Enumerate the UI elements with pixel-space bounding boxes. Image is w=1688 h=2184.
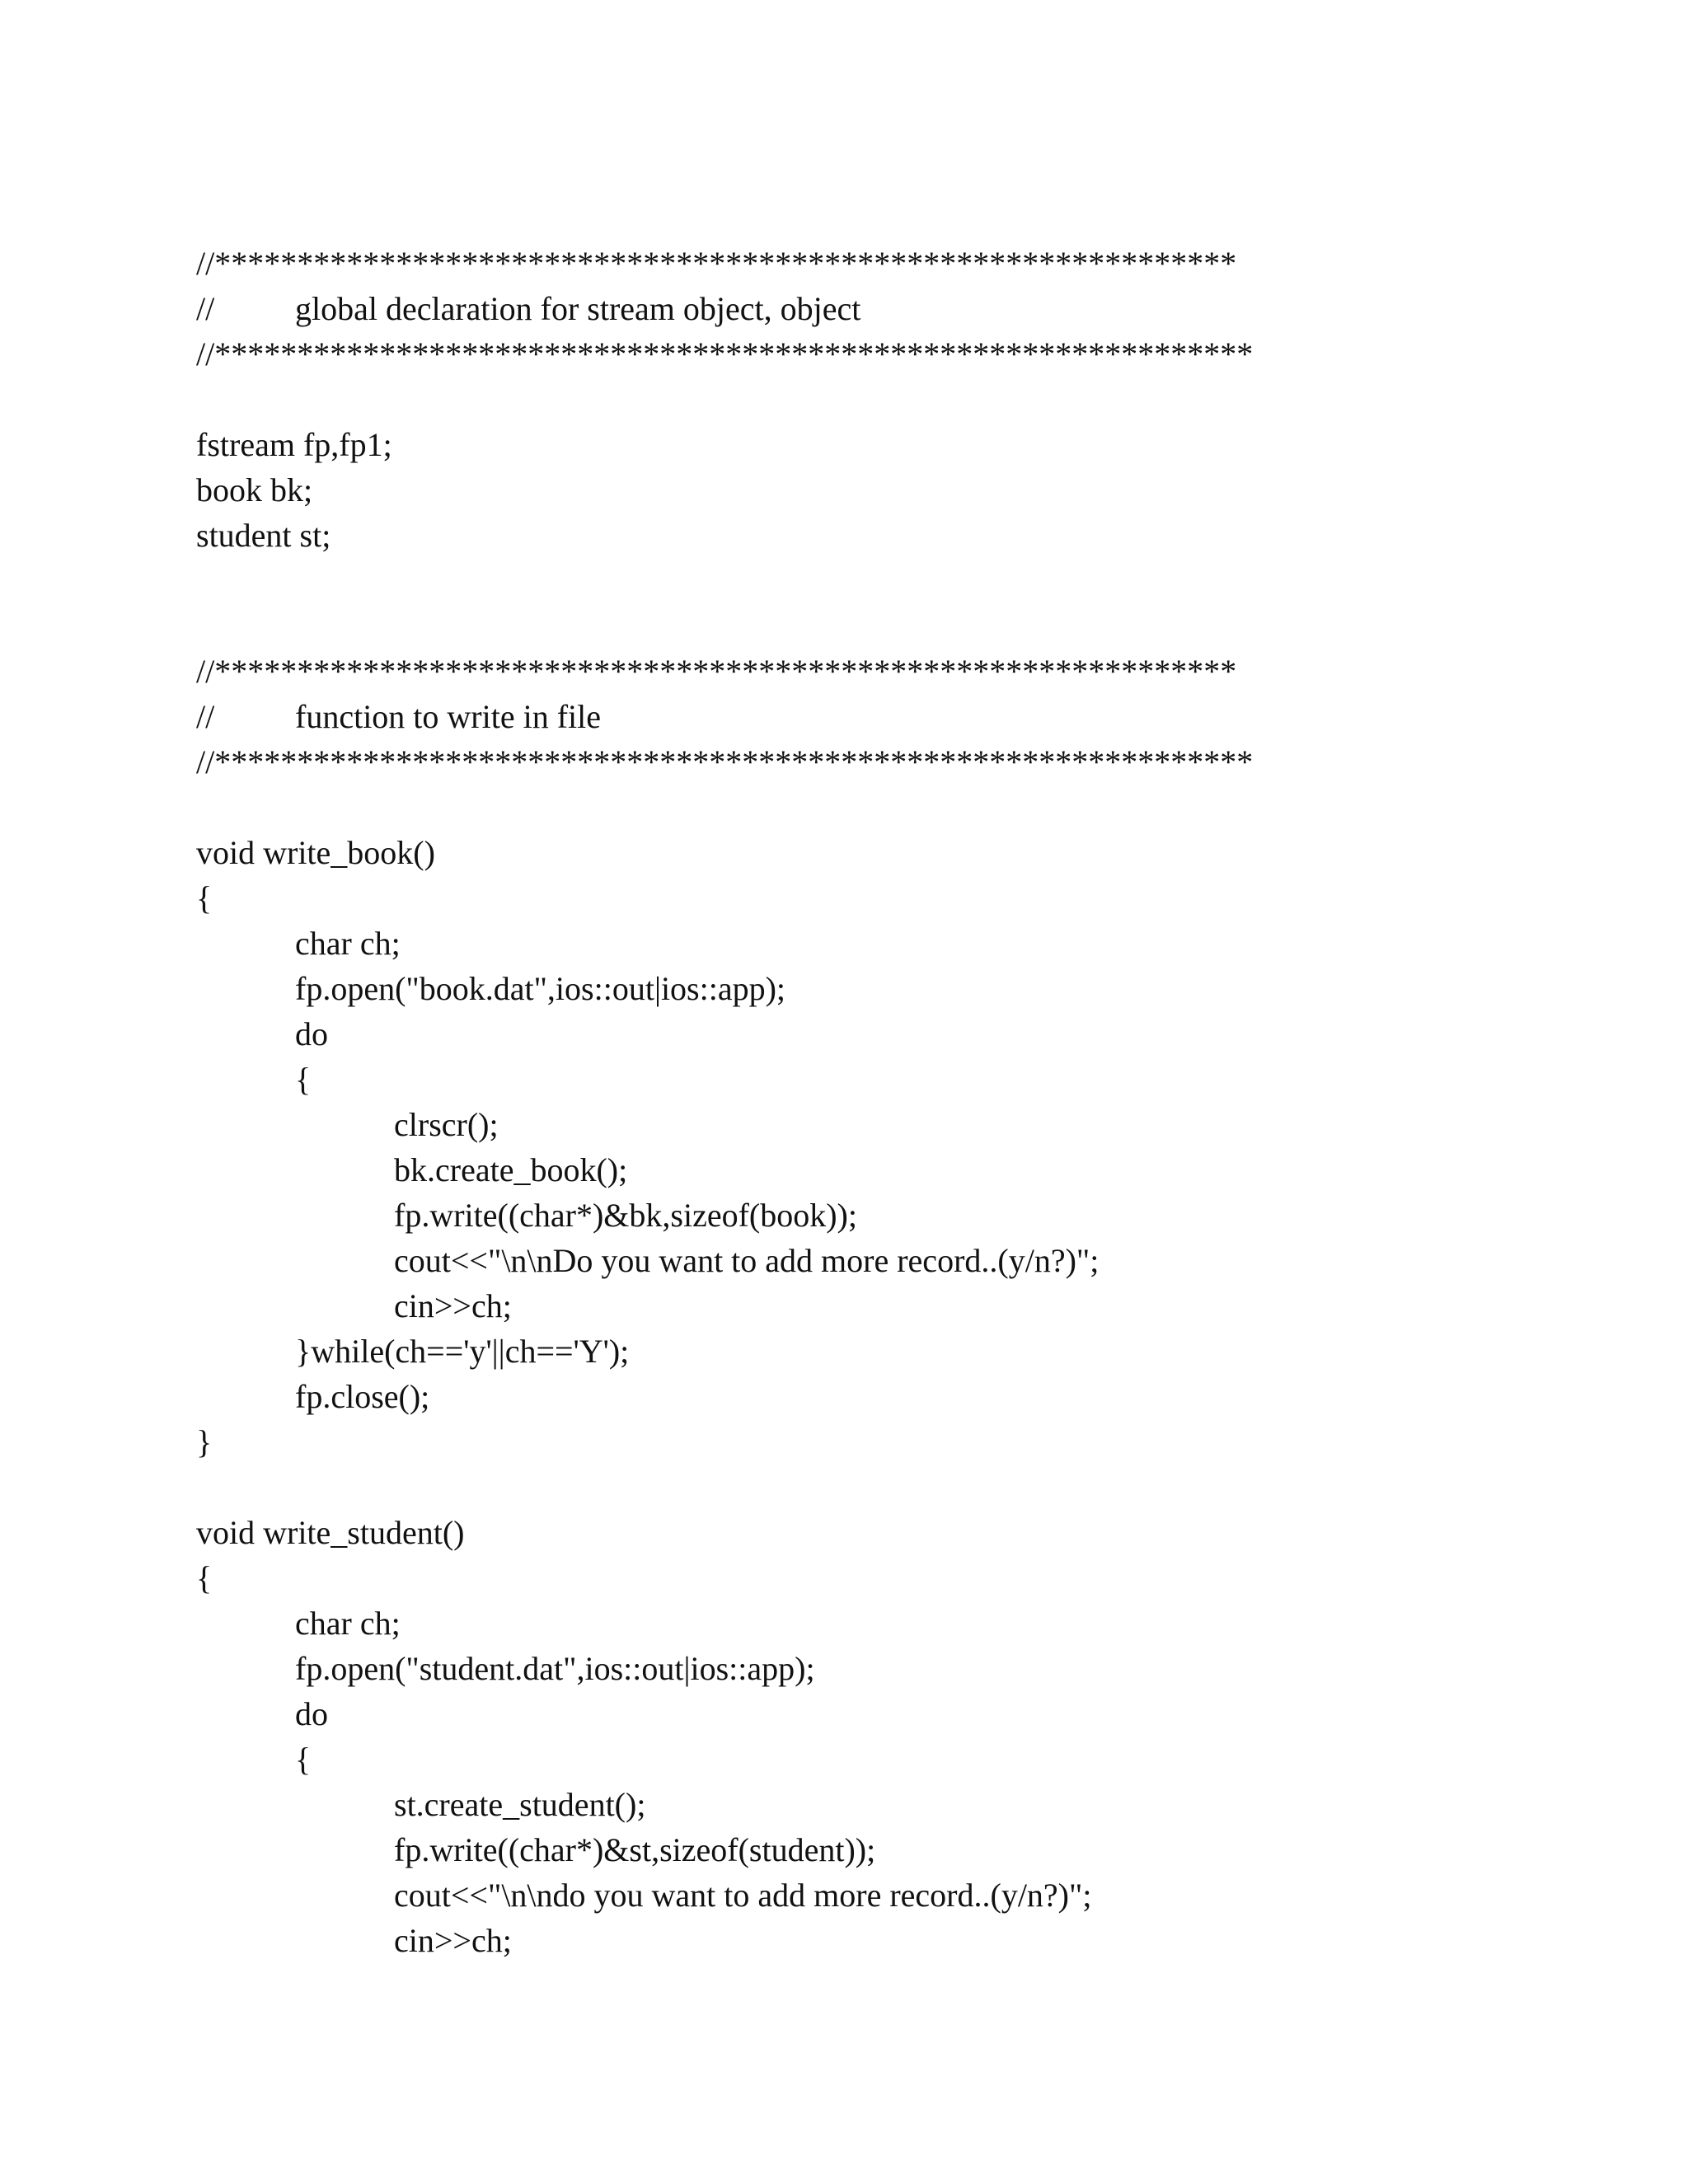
code-line [196, 241, 1597, 286]
code-text: fp.open("book.dat",ios::out|ios::app); [295, 970, 786, 1007]
code-text: cout<<"\n\ndo you want to add more record..(y/n?)"; [394, 1877, 1092, 1914]
code-line [196, 1918, 1597, 1963]
code-line [196, 1374, 1597, 1419]
code-line [196, 1827, 1597, 1872]
comment-text: global declaration for stream object, object [295, 290, 861, 327]
code-line [196, 422, 1597, 467]
code-text: { [295, 1741, 312, 1778]
code-line [196, 1283, 1597, 1329]
code-text: }while(ch=='y'||ch=='Y'); [295, 1333, 630, 1370]
code-text: char ch; [295, 925, 401, 962]
code-line [196, 875, 1597, 921]
code-text: { [295, 1061, 312, 1098]
code-line [196, 1147, 1597, 1193]
code-text: fp.write((char*)&bk,sizeof(book)); [394, 1197, 857, 1234]
code-text: fp.write((char*)&st,sizeof(student)); [394, 1831, 876, 1868]
code-text: //************************************************************** [196, 245, 1237, 282]
code-line [196, 513, 1597, 558]
code-line [196, 1329, 1597, 1374]
code-text: void write_book() [196, 834, 435, 871]
code-text: cout<<"\n\nDo you want to add more record..(y/n?)"; [394, 1242, 1100, 1279]
code-text: do [295, 1695, 328, 1732]
code-text: //*************************************************************** [196, 335, 1254, 373]
comment-text: function to write in file [295, 698, 602, 735]
code-text: //************************************************************** [196, 653, 1237, 690]
code-listing [196, 241, 1597, 1963]
code-text: bk.create_book(); [394, 1151, 628, 1188]
code-line [196, 1510, 1597, 1555]
code-text: clrscr(); [394, 1106, 499, 1143]
code-line [196, 1011, 1597, 1057]
code-line [196, 467, 1597, 513]
code-text: st.create_student(); [394, 1786, 646, 1823]
code-line [196, 1736, 1597, 1782]
code-line [196, 1646, 1597, 1691]
code-text: } [196, 1423, 213, 1460]
code-text: student st; [196, 517, 331, 554]
code-text: char ch; [295, 1605, 401, 1642]
blank-line [196, 603, 1597, 649]
code-line [196, 1872, 1597, 1918]
code-line [196, 331, 1597, 377]
code-line [196, 1555, 1597, 1601]
code-line [196, 1419, 1597, 1465]
code-text: fstream fp,fp1; [196, 426, 392, 463]
code-text: do [295, 1015, 328, 1052]
comment-line [196, 694, 1597, 739]
code-line [196, 1601, 1597, 1646]
code-text: cin>>ch; [394, 1287, 512, 1324]
code-line [196, 739, 1597, 785]
comment-prefix: // [196, 698, 215, 735]
code-line [196, 1102, 1597, 1147]
blank-line [196, 558, 1597, 603]
code-line [196, 1193, 1597, 1238]
blank-line [196, 1465, 1597, 1510]
blank-line [196, 377, 1597, 422]
code-line [196, 966, 1597, 1011]
code-text: void write_student() [196, 1514, 465, 1551]
code-text: fp.close(); [295, 1378, 430, 1415]
code-text: { [196, 879, 213, 916]
code-text: fp.open("student.dat",ios::out|ios::app); [295, 1650, 815, 1687]
blank-line [196, 785, 1597, 830]
code-text: book bk; [196, 471, 313, 509]
code-line [196, 830, 1597, 875]
code-line [196, 1782, 1597, 1827]
code-text: cin>>ch; [394, 1922, 512, 1959]
code-line [196, 921, 1597, 966]
code-text: //*************************************************************** [196, 743, 1254, 780]
comment-prefix: // [196, 290, 215, 327]
code-line [196, 649, 1597, 694]
code-line [196, 1238, 1597, 1283]
code-line [196, 1691, 1597, 1736]
code-text: { [196, 1559, 213, 1596]
code-line [196, 1057, 1597, 1102]
comment-line [196, 286, 1597, 331]
